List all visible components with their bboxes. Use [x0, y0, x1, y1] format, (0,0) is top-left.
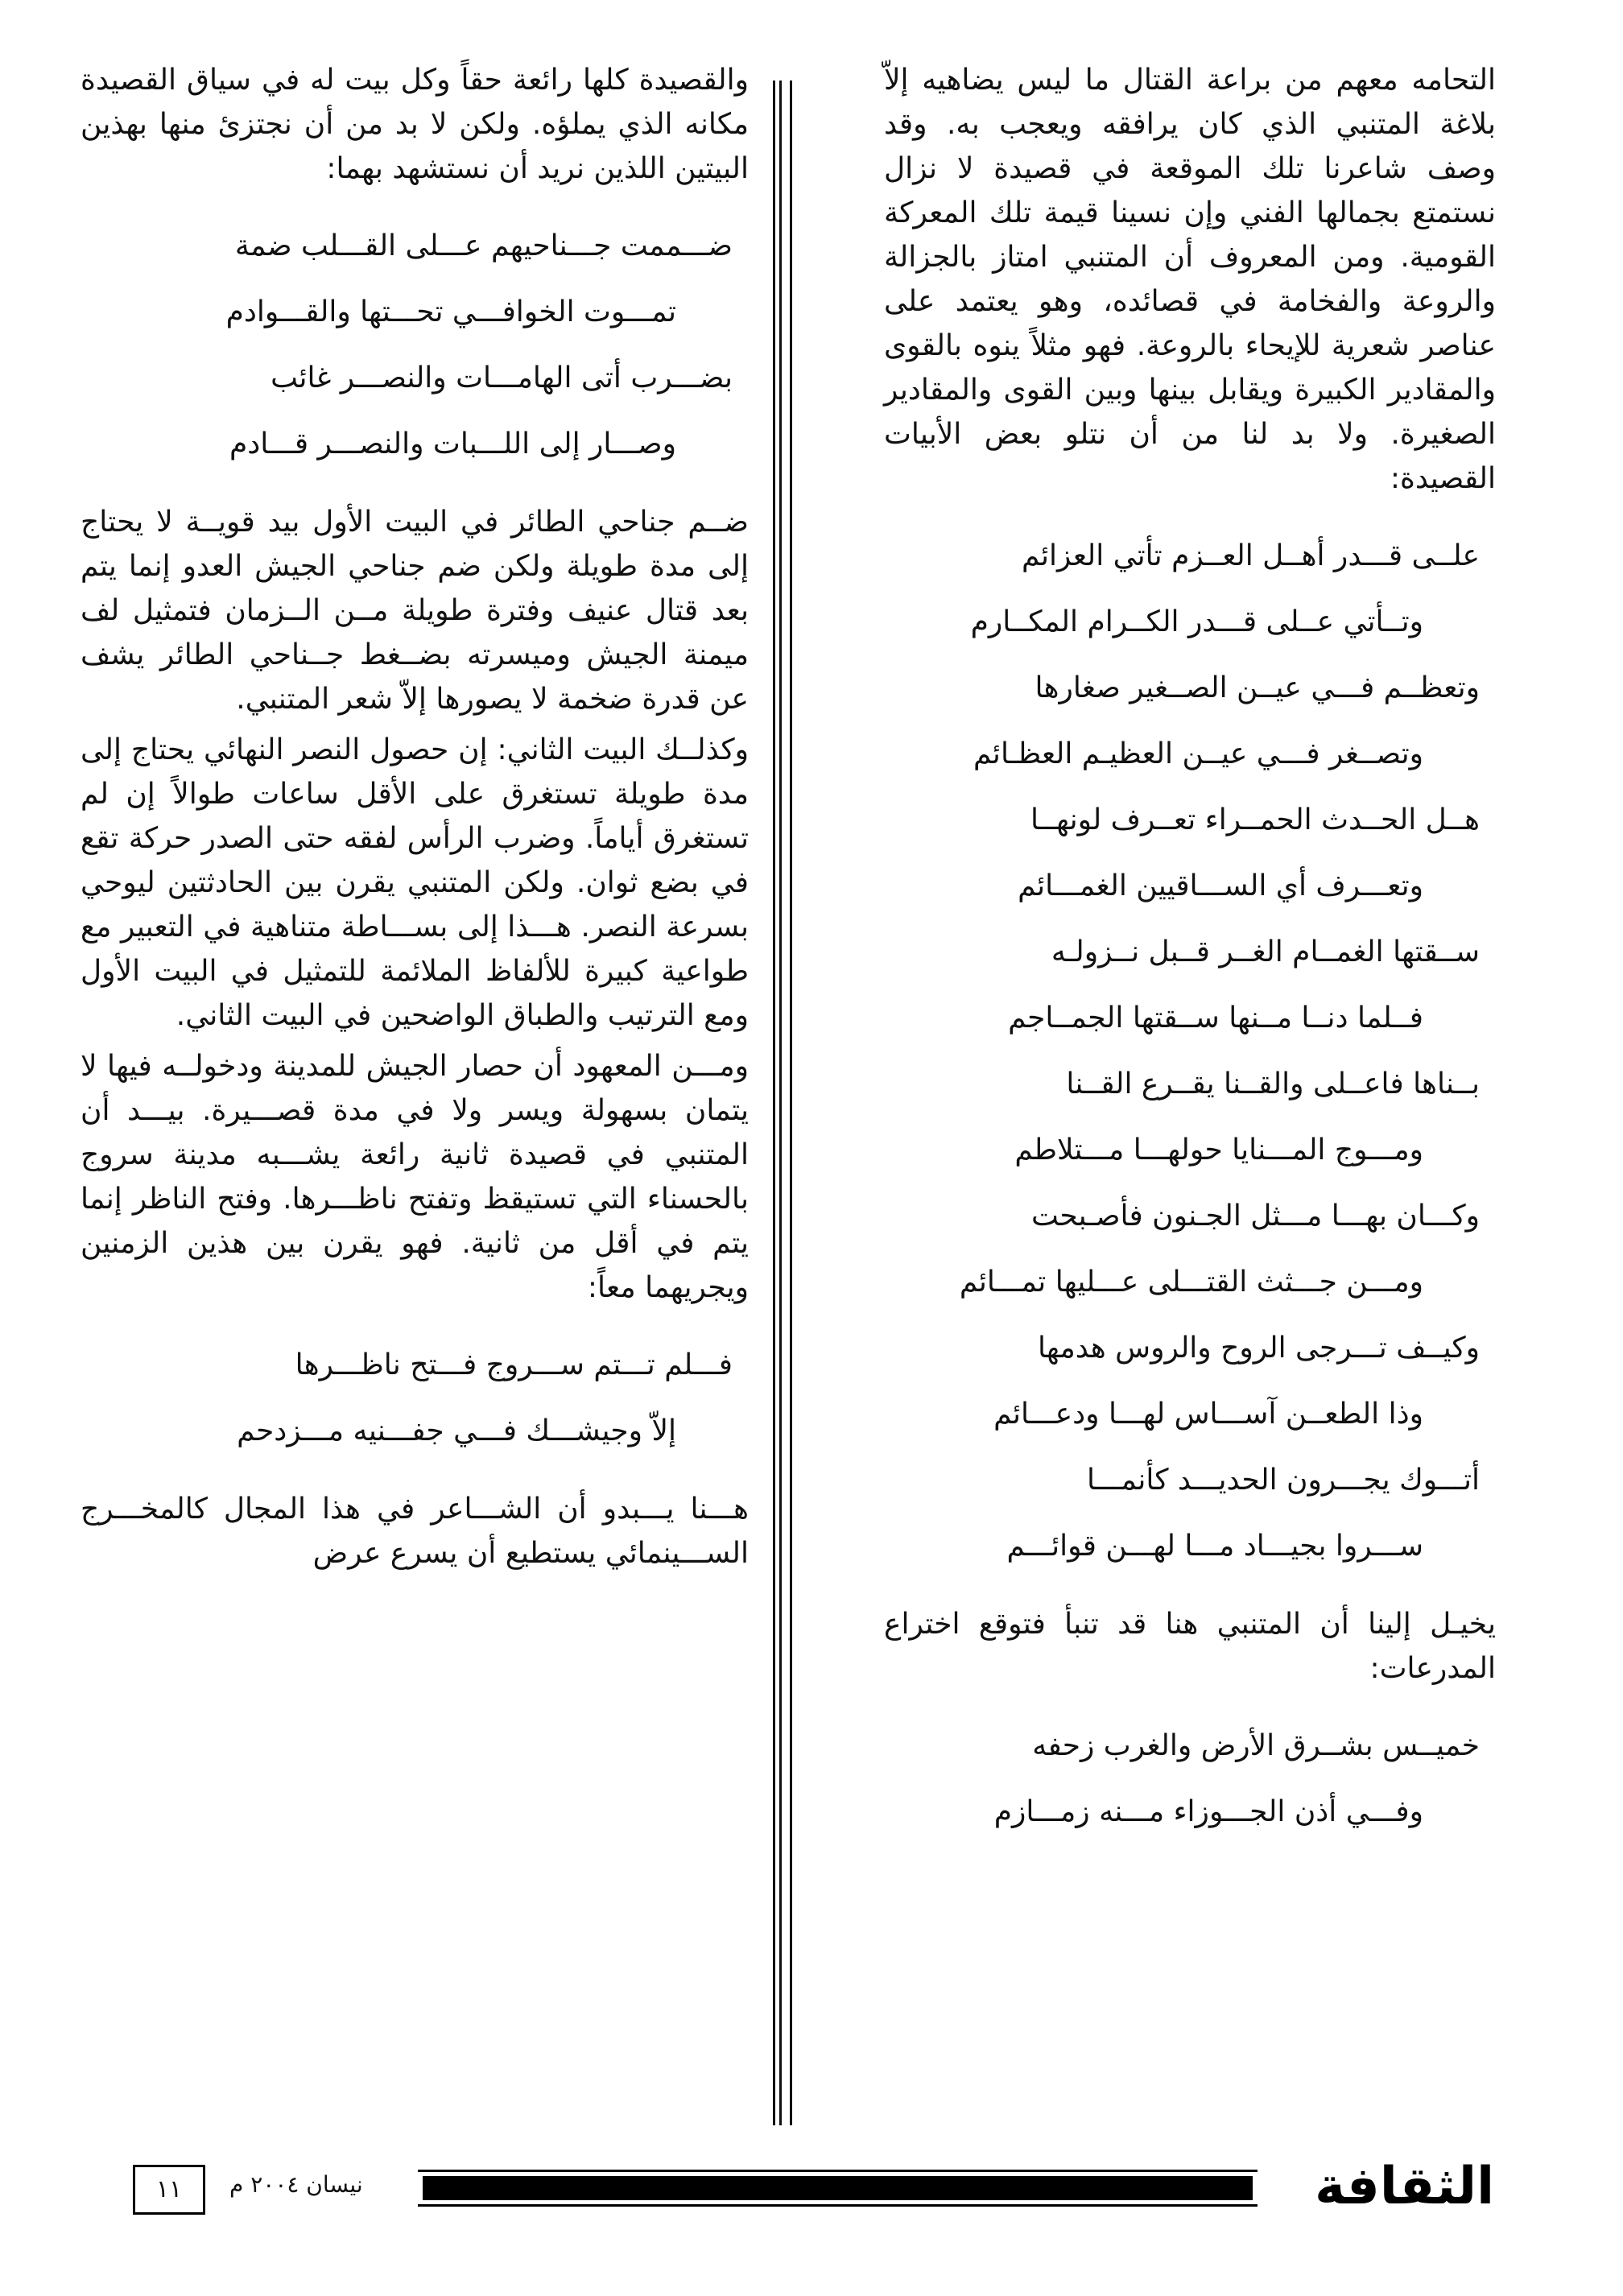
issue-date: نيسان ٢٠٠٤ م	[229, 2171, 363, 2198]
verse-line: أتـــوك يجـــرون الحديـــد كأنمـــا	[1086, 1464, 1480, 1497]
verse-line: وفـــي أذن الجـــوزاء مـــنه زمـــازم	[993, 1795, 1423, 1828]
left-paragraph-2: وكذلــك البيت الثاني: إن حصول النصر النهائي يحتاج إلى مدة طويلة تستغرق على الأقل ساعات طوالاً إن لم تستغرق أياماً. وضرب الرأس لفقه حتى الصدر حركة تقع في بضع ثوان. ولكن المتنبي يقرن بين الحادثتين ليوحي بسرعة النصر. هـــذا إلى بســـاطة متناهية في التعبير مع طواعية كبيرة للألفاظ الملائمة للتمثيل في البيت الأول ومع الترتيب والطباق الواضحين في البيت الثاني.	[81, 733, 749, 1032]
verse-line: ومـــن جـــثث القتـــلى عـــليها تمـــائم	[959, 1266, 1423, 1299]
left-paragraph-4: هـــنا يـــبدو أن الشـــاعر في هذا المجال كالمخـــرج الســـينمائي يستطيع أن يسرع عرض	[81, 1493, 749, 1570]
verse-line: هــل الحــدث الحمــراء تعــرف لونهــا	[1030, 803, 1480, 836]
verse-line: خميــس بشــرق الأرض والغرب زحفه	[1032, 1729, 1480, 1762]
left-paragraph-1: ضــم جناحي الطائر في البيت الأول بيد قويــة لا يحتاج إلى مدة طويلة ولكن ضم جناحي الجيش العدو إنما يتم بعد قتال عنيف وفترة طويلة مــن الــزمان فتمثيل لف ميمنة الجيش وميسرته بضــغط جــناحي الطائر يشف عن قدرة ضخمة لا يصورها إلاّ شعر المتنبي.	[81, 506, 749, 716]
verse-line: فــلما دنــا مــنها ســقتها الجمــاجم	[1008, 1001, 1423, 1034]
right-verse-block-2	[884, 1713, 1496, 1845]
verse-line: إلاّ وجيشـــك فـــي جفـــنيه مـــزدحم	[237, 1414, 676, 1447]
verse-line: تمـــوت الخوافـــي تحـــتها والقـــوادم	[225, 295, 676, 328]
right-intro-paragraph: التحامه معهم من براعة القتال ما ليس يضاهيه إلاّ بلاغة المتنبي الذي كان يرافقه ويعجب به. وقد وصف شاعرنا تلك الموقعة في قصيدة لا نزال نستمتع بجمالها الفني وإن نسينا قيمة تلك المعركة القومية. ومن المعروف أن المتنبي امتاز بالجزالة والروعة والفخامة في قصائده، وهو يعتمد على عناصر شعرية للإيحاء بالروعة. فهو مثلاً ينوه بالقوى والمقادير الكبيرة ويقابل بينها وبين القوى والمقادير الصغيرة. ولا بد لنا من أن نتلو بعض الأبيات القصيدة:	[884, 64, 1496, 495]
verse-line: وتصــغر فـــي عيــن العظيـم العظـائم	[973, 737, 1423, 770]
verse-line: وتعظــم فـــي عيــن الصــغير صغارها	[1035, 671, 1480, 704]
verse-line: ســقتها الغمــام الغــر قــبل نــزولـه	[1051, 935, 1480, 968]
column-divider	[773, 81, 792, 2125]
verse-line: ســـروا بجيـــاد مـــا لهـــن قوائـــم	[1006, 1530, 1423, 1563]
footer-rule	[423, 2176, 1253, 2200]
verse-line: وتعـــرف أي الســـاقيين الغمـــائم	[1018, 869, 1423, 902]
left-verse-block-2	[81, 1332, 749, 1464]
verse-line: بــناها فاعــلى والقــنا يقــرع القــنا	[1066, 1067, 1480, 1101]
left-column	[81, 58, 749, 1582]
verse-line: وذا الطعــن آســـاس لهـــا ودعـــائم	[993, 1398, 1423, 1431]
verse-line: بضـــرب أتى الهامـــات والنصـــر غائب	[270, 361, 733, 394]
verse-line: وكـــان بهـــا مـــثل الجـنون فأصـبحت	[1030, 1200, 1480, 1233]
verse-line: وكيــف تـــرجى الروح والروس هدمها	[1037, 1332, 1480, 1365]
verse-line: فـــلم تـــتم ســـروج فـــتح ناظـــرها	[295, 1348, 733, 1381]
verse-line: وصـــار إلى اللـــبات والنصـــر قـــادم	[229, 427, 676, 460]
verse-line: ومـــوج المـــنايا حولهـــا مـــتلاطم	[1014, 1134, 1423, 1167]
page-number: ١١	[133, 2165, 205, 2215]
right-column	[884, 58, 1496, 1868]
verse-line: ضـــممت جـــناحيهم عـــلى القـــلب ضمة	[234, 229, 733, 262]
right-mid-paragraph: يخيـل إلينا أن المتنبي هنا قد تنبأ فتوقع اختراع المدرعات:	[884, 1608, 1496, 1685]
verse-line: وتــأتي عــلى قـــدر الكــرام المكــارم	[970, 605, 1423, 638]
left-paragraph-3: ومـــن المعهود أن حصار الجيش للمدينة ودخولــه فيها لا يتمان بسهولة ويسر ولا في مدة قصـــيرة. بيـــد أن المتنبي في قصيدة ثانية رائعة يشـــبه مدينة سروج بالحسناء التي تستيقظ وتفتح ناظـــرها. وفتح الناظر إنما يتم في أقل من ثانية. فهو يقرن بين هذين الزمنين ويجريهما معاً:	[81, 1050, 749, 1304]
magazine-logo: الثقافة	[1315, 2157, 1494, 2216]
right-verse-block	[884, 523, 1496, 1580]
page-footer	[133, 2157, 1494, 2218]
left-intro-paragraph: والقصيدة كلها رائعة حقاً وكل بيت له في سياق القصيدة مكانه الذي يملؤه. ولكن لا بد من أن نجتزئ منها بهذين البيتين اللذين نريد أن نستشهد بهما:	[81, 64, 749, 185]
left-verse-block	[81, 213, 749, 477]
verse-line: علــى قـــدر أهــل العــزم تأتي العزائم	[1022, 539, 1480, 572]
